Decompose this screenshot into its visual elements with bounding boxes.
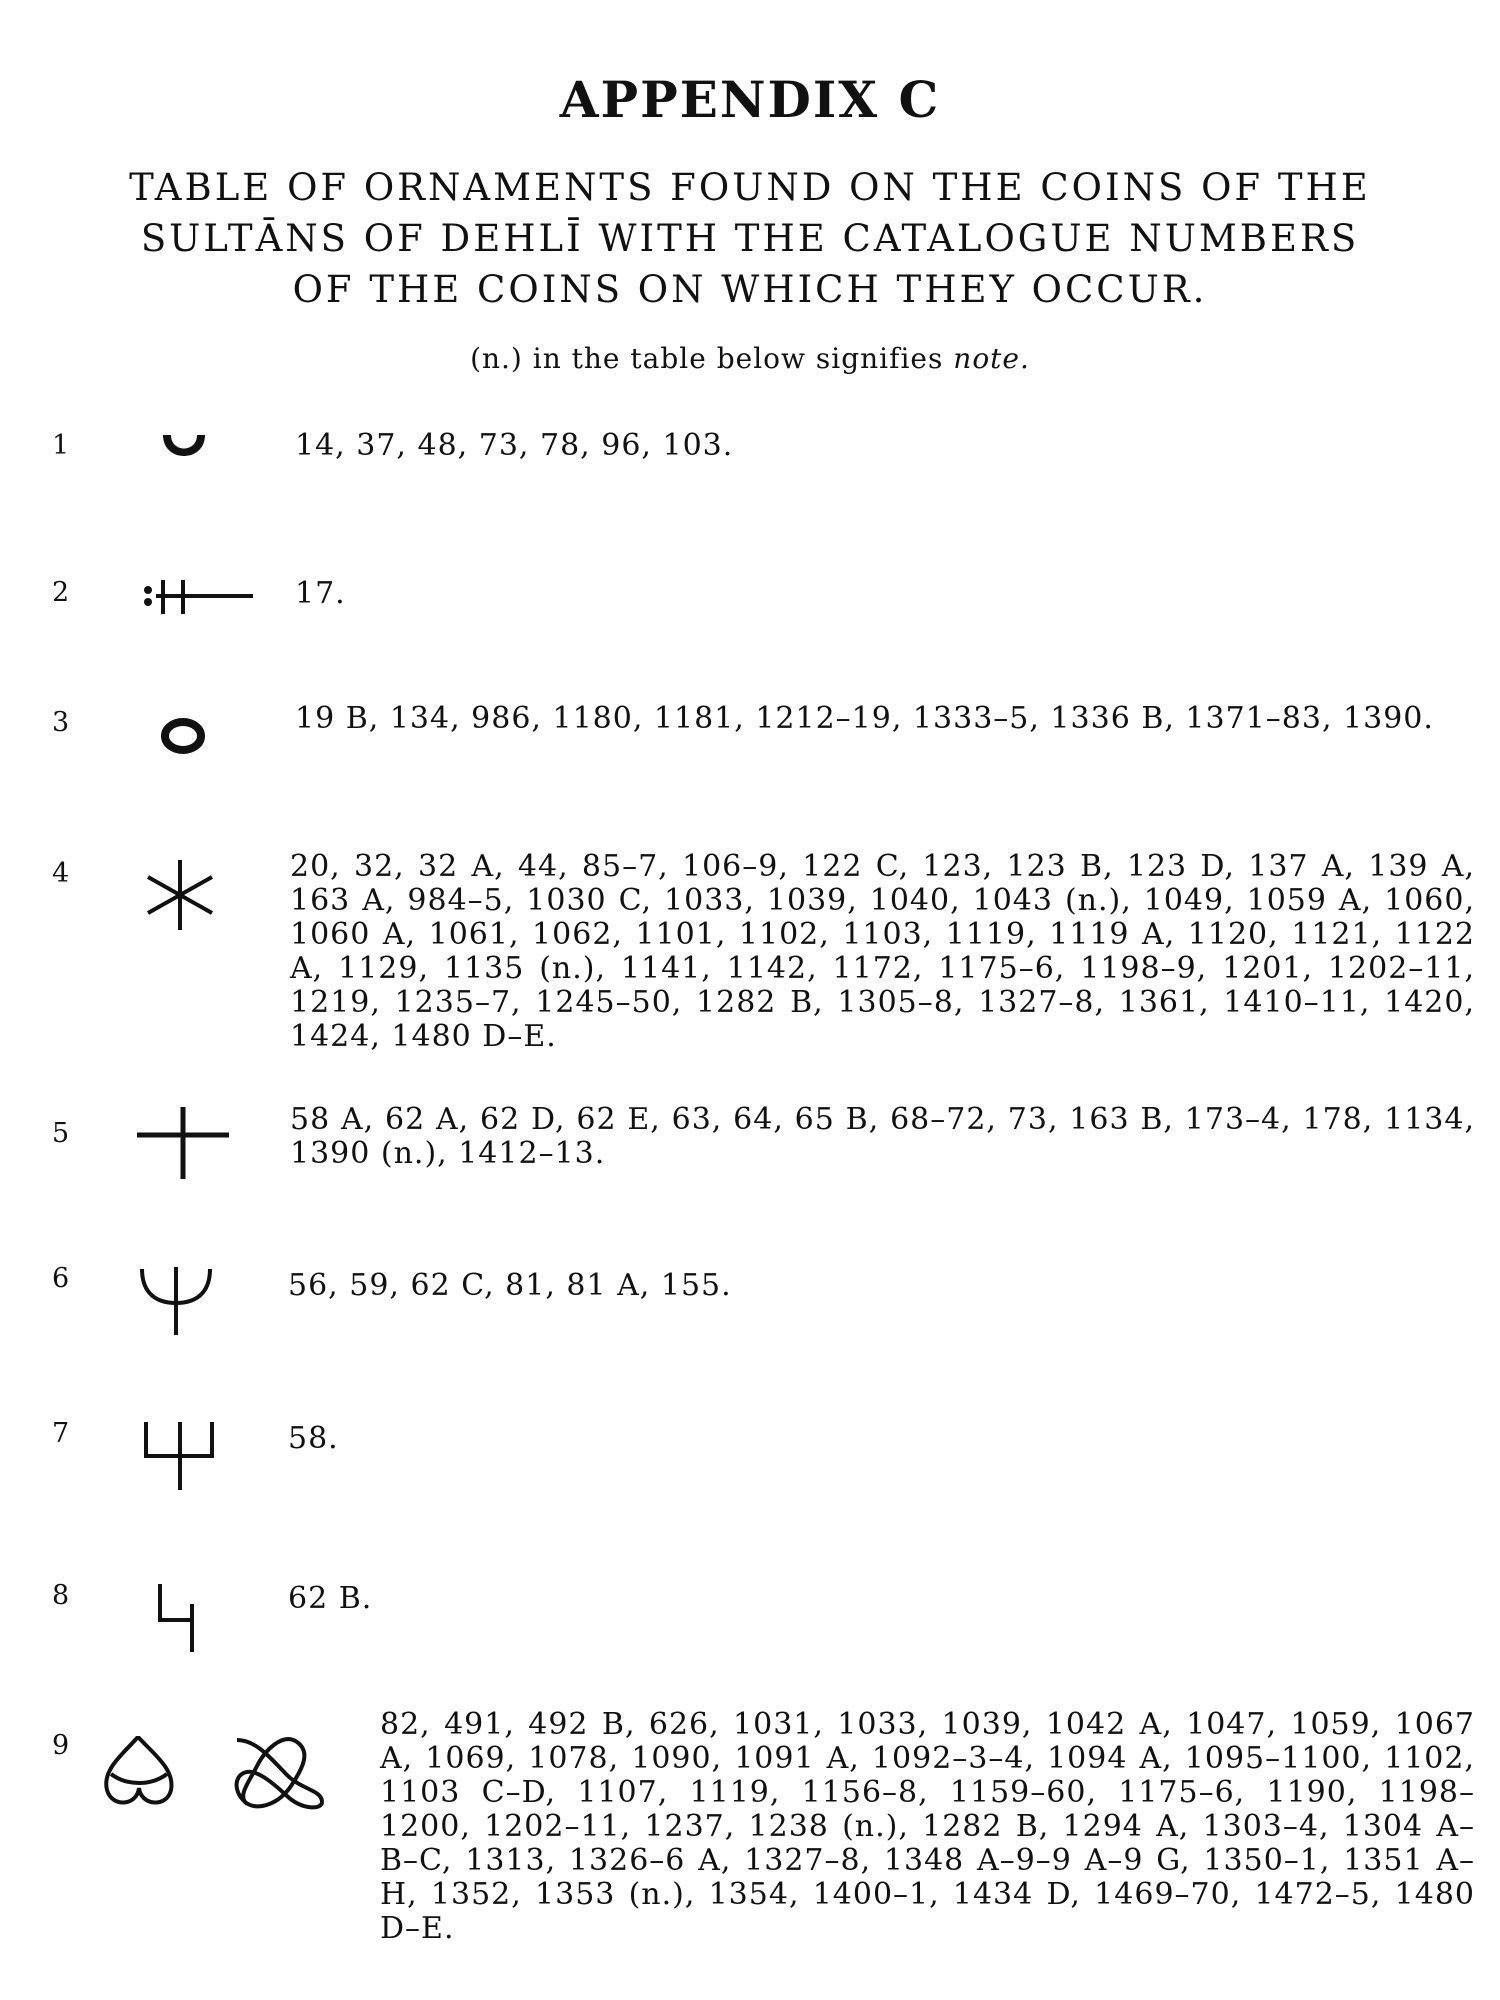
crescent-ornament-icon (155, 425, 215, 475)
catalogue-refs: 19 B, 134, 986, 1180, 1181, 1212–19, 1333–5, 1336 B, 1371–83, 1390. (295, 701, 1434, 736)
subtitle-line: OF THE COINS ON WHICH THEY OCCUR. (292, 268, 1208, 311)
note-prefix: (n.) in the table below signifies (470, 342, 944, 375)
six-point-star-ornament-icon (140, 855, 220, 935)
double-bar-ornament-icon (138, 572, 258, 622)
row-number: 3 (52, 707, 70, 738)
catalogue-refs: 62 B. (288, 1581, 373, 1616)
row-number: 6 (52, 1263, 70, 1294)
knot-ornament-icon (97, 1730, 327, 1810)
row-number: 1 (52, 430, 70, 461)
catalogue-refs: 58 A, 62 A, 62 D, 62 E, 63, 64, 65 B, 68–72, 73, 163 B, 173–4, 178, 1134, 1390 (n.), 1412–13. (290, 1102, 1475, 1171)
note-word: note. (953, 342, 1030, 375)
catalogue-refs: 82, 491, 492 B, 626, 1031, 1033, 1039, 1042 A, 1047, 1059, 1067 A, 1069, 1078, 1090, 1091 A, 1092–3–4, 1094 A, 1095–1100, 1102, 1103 C–D, 1107, 1119, 1156–8, 1159–60, 1175–6, 1190, 1198–1200, 1202–11, 1237, 1238 (n.), 1282 B, 1294 A, 1303–4, 1304 A–B–C, 1313, 1326–6 A, 1327–8, 1348 A–9–9 A–9 G, 1350–1, 1351 A–H, 1352, 1353 (n.), 1354, 1400–1, 1434 D, 1469–70, 1472–5, 1480 D–E. (380, 1707, 1475, 1946)
table-subtitle (20, 162, 1480, 315)
catalogue-refs: 14, 37, 48, 73, 78, 96, 103. (295, 428, 734, 463)
row-number: 7 (52, 1418, 70, 1449)
row-number: 9 (52, 1730, 70, 1761)
row-number: 8 (52, 1580, 70, 1611)
row-number: 4 (52, 858, 70, 889)
row-number: 5 (52, 1118, 70, 1149)
trident-ornament-icon (136, 1263, 216, 1338)
catalogue-refs: 20, 32, 32 A, 44, 85–7, 106–9, 122 C, 123, 123 B, 123 D, 137 A, 139 A, 163 A, 984–5, 1030 C, 1033, 1039, 1040, 1043 (n.), 1049, 1059 A, 1060, 1060 A, 1061, 1062, 1101, 1102, 1103, 1119, 1119 A, 1120, 1121, 1122 A, 1129, 1135 (n.), 1141, 1142, 1172, 1175–6, 1198–9, 1201, 1202–11, 1219, 1235–7, 1245–50, 1282 B, 1305–8, 1327–8, 1361, 1410–11, 1420, 1424, 1480 D–E. (290, 849, 1475, 1054)
hook-ornament-icon (152, 1580, 212, 1655)
subtitle-line: SULTĀNS OF DEHLĪ WITH THE CATALOGUE NUMBERS (140, 217, 1360, 260)
subtitle-line: TABLE OF ORNAMENTS FOUND ON THE COINS OF THE (129, 166, 1371, 209)
ring-ornament-icon (158, 714, 208, 758)
cross-ornament-icon (133, 1103, 233, 1183)
catalogue-refs: 56, 59, 62 C, 81, 81 A, 155. (288, 1268, 732, 1303)
catalogue-refs: 17. (295, 576, 346, 611)
square-trident-ornament-icon (140, 1418, 220, 1493)
row-number: 2 (52, 577, 70, 608)
appendix-title: APPENDIX C (559, 70, 941, 129)
catalogue-refs: 58. (288, 1421, 339, 1456)
note-line (0, 342, 1500, 375)
